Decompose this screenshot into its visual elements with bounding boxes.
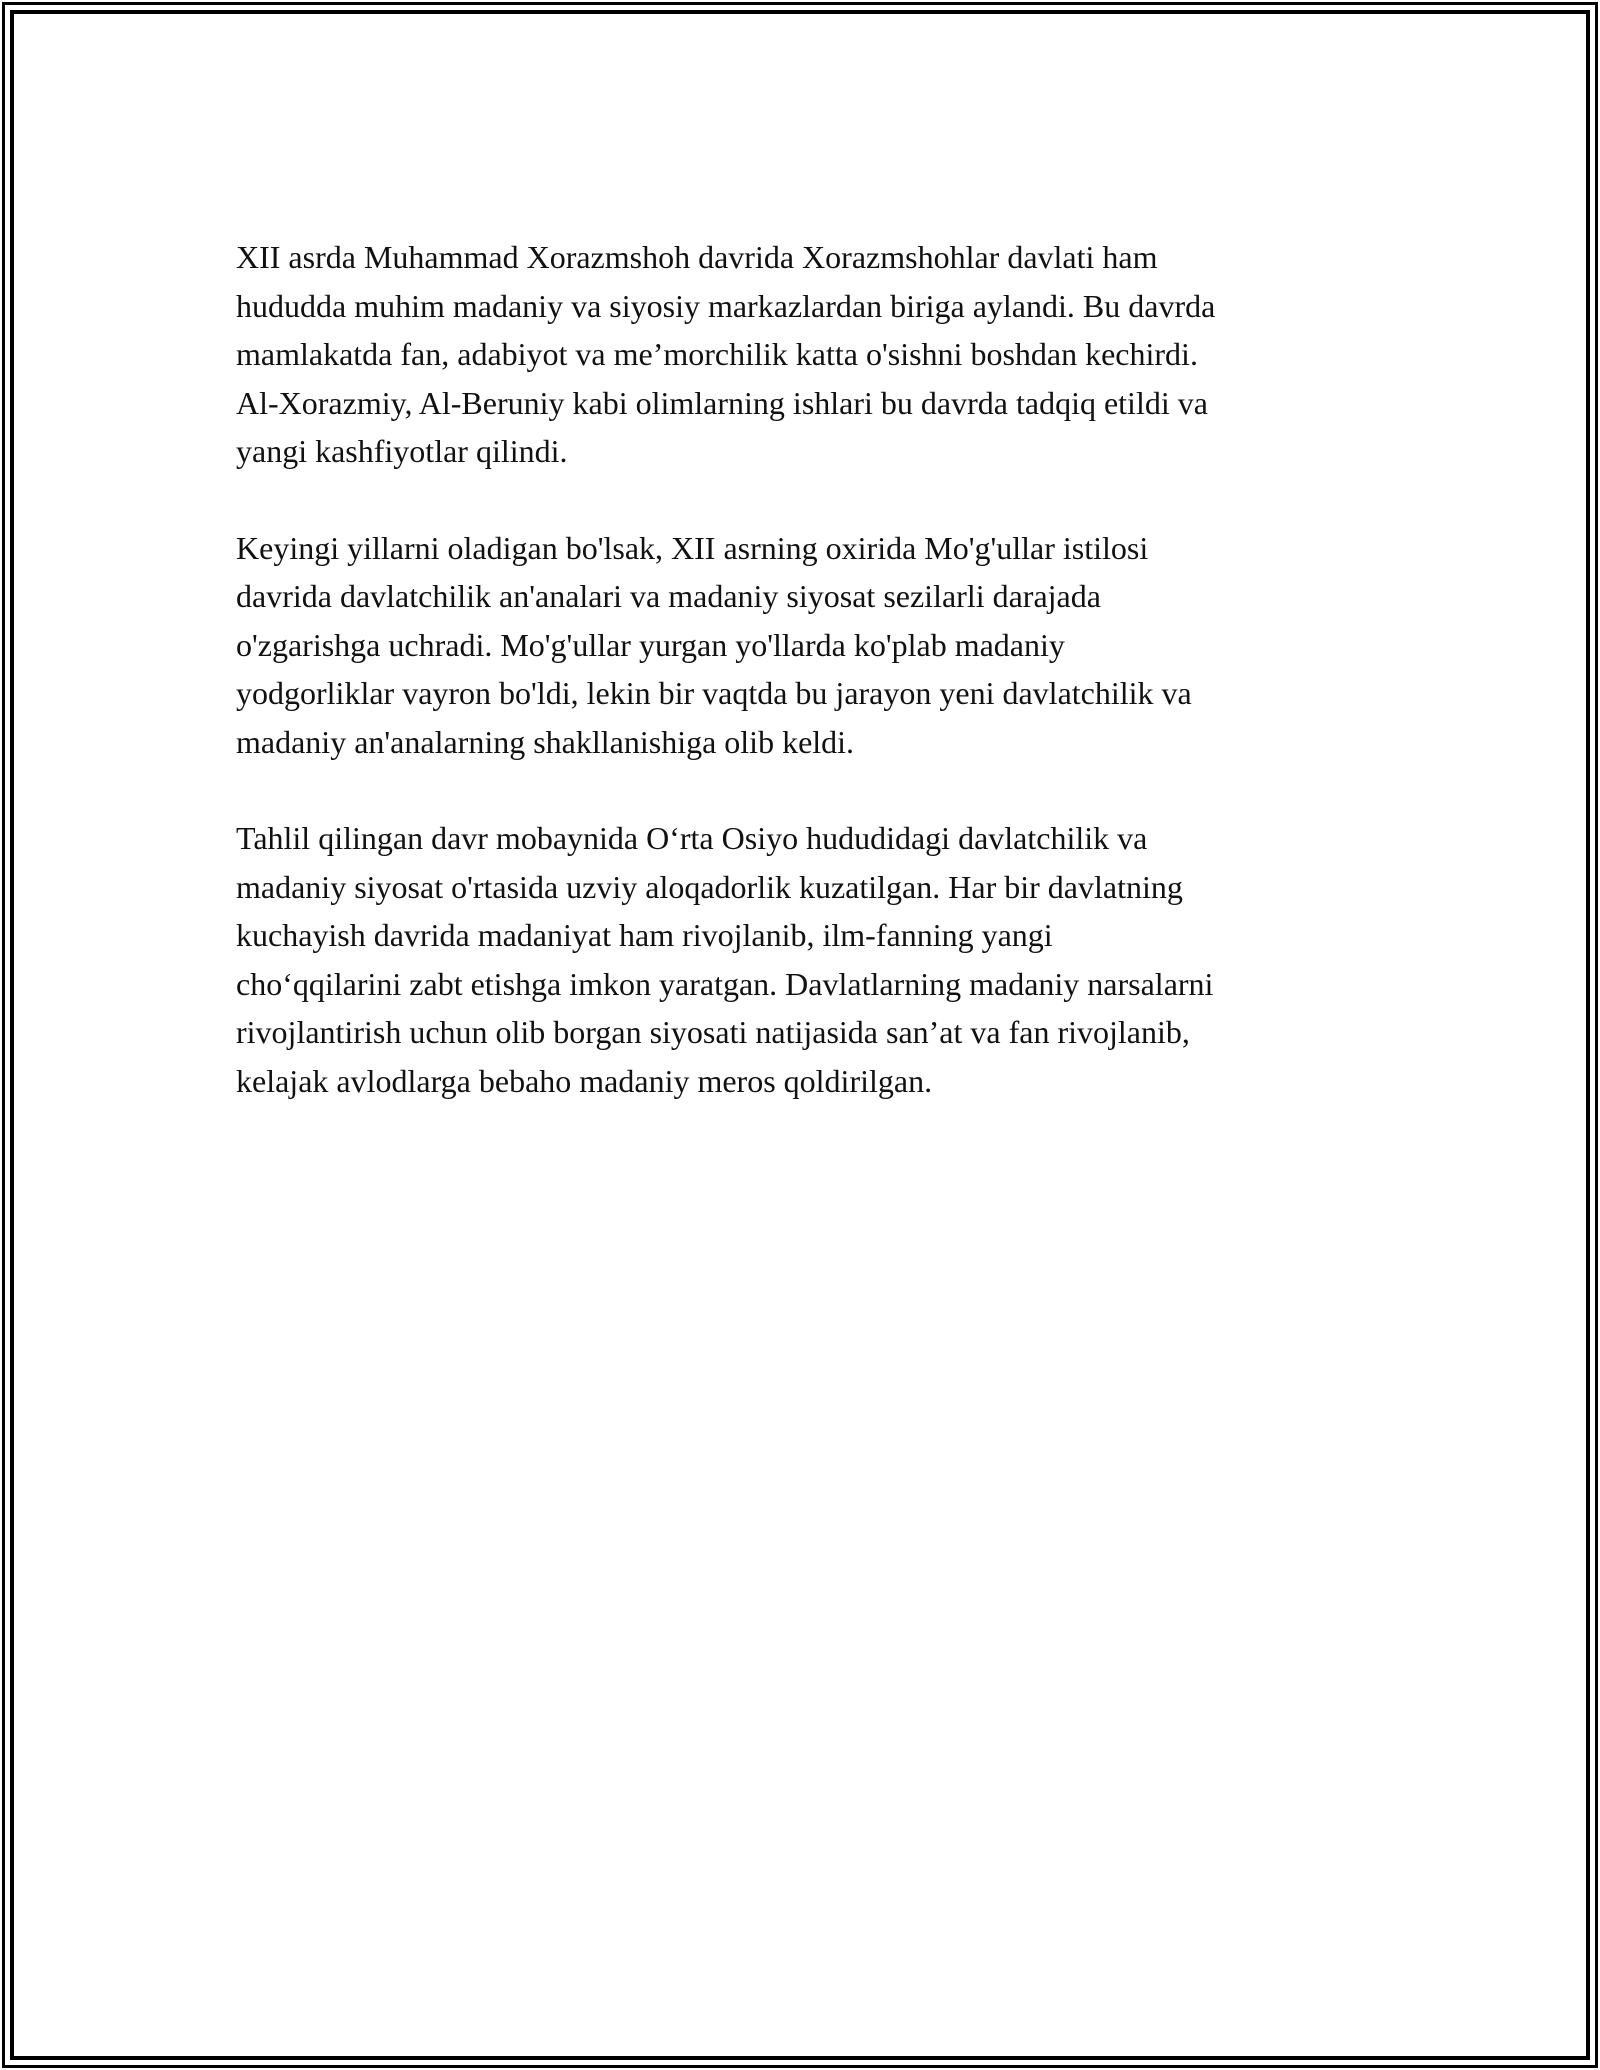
text-line: mamlakatda fan, adabiyot va me’morchilik katta o'sishni boshdan kechirdi.	[236, 336, 1198, 372]
text-line: kuchayish davrida madaniyat ham rivojlanib, ilm-fanning yangi	[236, 917, 1053, 953]
paragraph-2	[236, 524, 1366, 767]
text-line: o'zgarishga uchradi. Mo'g'ullar yurgan yo'llarda ko'plab madaniy	[236, 626, 1065, 663]
text-line: rivojlantirish uchun olib borgan siyosati natijasida san’at va fan rivojlanib,	[236, 1014, 1190, 1050]
document-body	[236, 233, 1366, 1153]
text-line: Al-Xorazmiy, Al-Beruniy kabi olimlarning ishlari bu davrda tadqiq etildi va	[236, 384, 1208, 421]
text-line: hududda muhim madaniy va siyosiy markazlardan biriga aylandi. Bu davrda	[236, 287, 1216, 324]
text-line: madaniy siyosat o'rtasida uzviy aloqadorlik kuzatilgan. Har bir davlatning	[236, 868, 1183, 905]
text-line: cho‘qqilarini zabt etishga imkon yaratgan. Davlatlarning madaniy narsalarni	[236, 965, 1214, 1002]
text-line: Tahlil qilingan davr mobaynida O‘rta Osiyo hududidagi davlatchilik va	[236, 820, 1148, 856]
text-line: yodgorliklar vayron bo'ldi, lekin bir vaqtda bu jarayon yeni davlatchilik va	[236, 675, 1192, 711]
text-line: kelajak avlodlarga bebaho madaniy meros qoldirilgan.	[236, 1062, 933, 1099]
text-line: yangi kashfiyotlar qilindi.	[236, 433, 568, 469]
text-line: Keyingi yillarni oladigan bo'lsak, XII asrning oxirida Mo'g'ullar istilosi	[236, 529, 1149, 566]
paragraph-3	[236, 814, 1366, 1105]
text-line: madaniy an'analarning shakllanishiga olib keldi.	[236, 723, 855, 760]
text-line: XII asrda Muhammad Xorazmshoh davrida Xorazmshohlar davlati ham	[236, 239, 1158, 275]
paragraph-1	[236, 233, 1366, 476]
text-line: davrida davlatchilik an'analari va madaniy siyosat sezilarli darajada	[236, 578, 1101, 614]
